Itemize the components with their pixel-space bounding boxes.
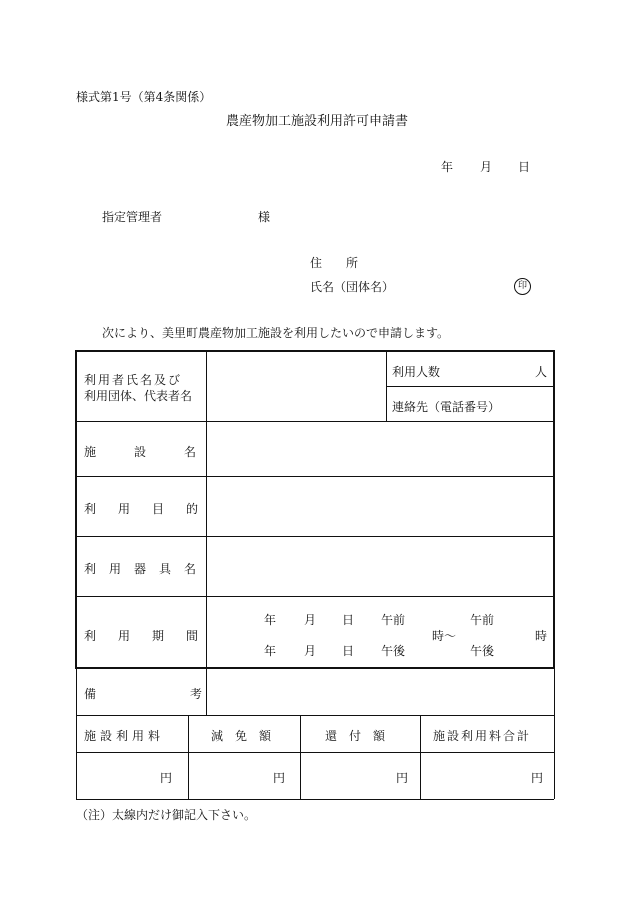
equipment-label: 利用器具名 xyxy=(84,562,210,576)
period-end-year: 年 xyxy=(264,644,277,658)
period-start-am: 午前 xyxy=(381,613,406,627)
period-hour: 時 xyxy=(535,629,548,643)
count-cell[interactable] xyxy=(450,354,530,384)
fee-reduction-unit: 円 xyxy=(273,771,286,785)
fee-header-refund: 還付額 xyxy=(325,729,398,743)
period-start-month: 月 xyxy=(304,613,317,627)
purpose-cell[interactable] xyxy=(207,477,553,535)
period-start-day: 日 xyxy=(342,613,355,627)
equipment-cell[interactable] xyxy=(207,537,553,595)
purpose-label: 利用目的 xyxy=(84,502,221,516)
addressee-name: 指定管理者 xyxy=(102,210,163,224)
address-label: 住 所 xyxy=(310,256,359,270)
user-label-line2: 利用団体、代表者名 xyxy=(84,389,193,403)
fee-total-unit: 円 xyxy=(531,771,544,785)
facility-label: 施設名 xyxy=(84,445,235,459)
seal-mark: 印 xyxy=(514,278,531,295)
applicant-name-label: 氏名（団体名） xyxy=(310,280,395,294)
period-end-pm: 午後 xyxy=(470,644,495,658)
intro-text: 次により、美里町農産物加工施設を利用したいので申請します。 xyxy=(102,326,450,340)
period-end-am: 午前 xyxy=(470,613,495,627)
document-title: 農産物加工施設利用許可申請書 xyxy=(226,114,409,129)
fee-usage-unit: 円 xyxy=(160,771,173,785)
period-end-month: 月 xyxy=(304,644,317,658)
fee-header-usage: 施設利用料 xyxy=(84,729,165,743)
date-year: 年 xyxy=(441,160,454,174)
date-day: 日 xyxy=(518,160,531,174)
period-label: 利用期間 xyxy=(84,629,221,643)
facility-cell[interactable] xyxy=(207,422,553,475)
period-hour-tilde: 時～ xyxy=(432,629,457,643)
count-unit: 人 xyxy=(535,365,548,379)
contact-label: 連絡先（電話番号） xyxy=(392,400,501,414)
remarks-label: 備考 xyxy=(84,687,297,701)
date-month: 月 xyxy=(480,160,493,174)
user-label-line1: 利用者氏名及び xyxy=(84,373,183,387)
fee-header-total: 施設利用料合計 xyxy=(433,729,532,743)
period-end-day: 日 xyxy=(342,644,355,658)
user-name-cell[interactable] xyxy=(207,352,385,420)
note-text: （注）太線内だけ御記入下さい。 xyxy=(76,808,257,822)
fee-header-reduction: 減免額 xyxy=(211,729,284,743)
period-start-year: 年 xyxy=(264,613,277,627)
period-start-pm: 午後 xyxy=(381,644,406,658)
fee-refund-unit: 円 xyxy=(396,771,409,785)
addressee-honorific: 様 xyxy=(258,210,271,224)
remarks-cell[interactable] xyxy=(207,670,553,714)
count-label: 利用人数 xyxy=(392,365,441,379)
form-number: 様式第1号（第4条関係） xyxy=(76,90,212,104)
